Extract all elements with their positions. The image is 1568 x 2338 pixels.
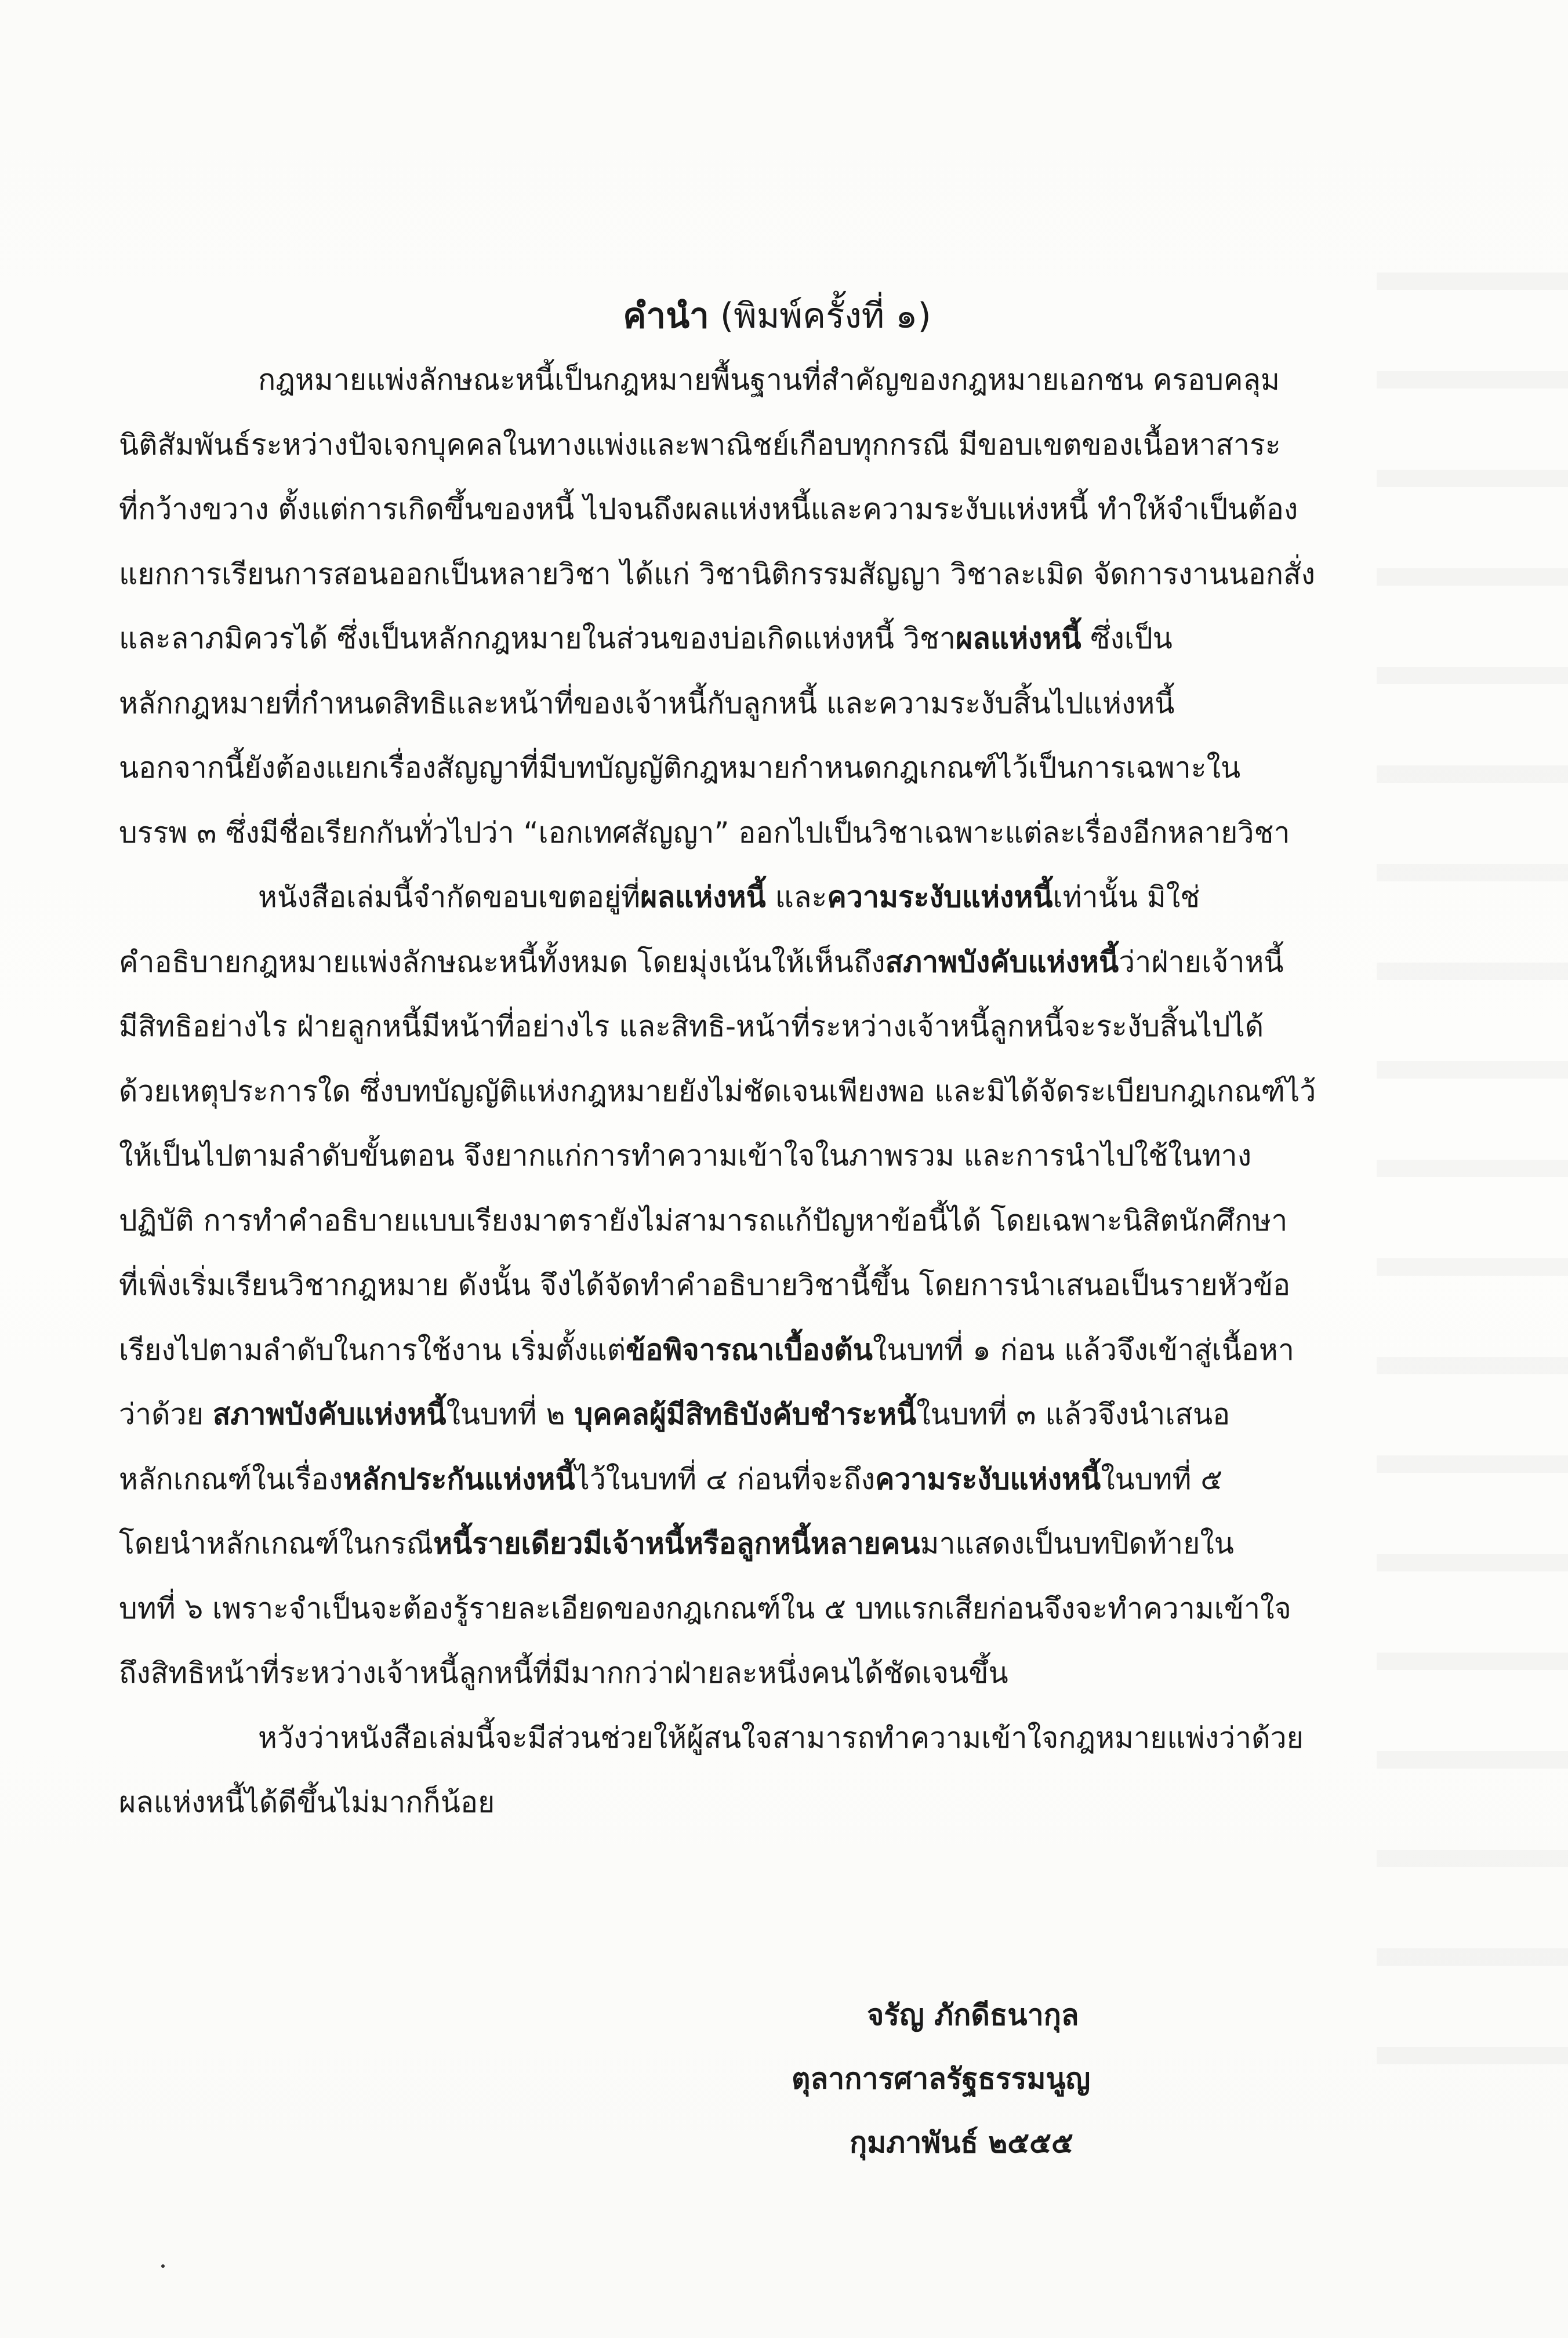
- p2-l8c: ในบทที่ ๑ ก่อน แล้วจึงเข้าสู่เนื้อหา: [872, 1333, 1294, 1367]
- p2-l10b: หลักประกันแห่งหนี้: [343, 1462, 575, 1496]
- p2-line: มีสิทธิอย่างไร ฝ่ายลูกหนี้มีหน้าที่อย่างไร และสิทธิ-หน้าที่ระหว่างเจ้าหนี้ลูกหนี้จะระงับสิ้นไปได้: [119, 1010, 1264, 1043]
- p1-line: ที่กว้างขวาง ตั้งแต่การเกิดขึ้นของหนี้ ไปจนถึงผลแห่งหนี้และความระงับแห่งหนี้ ทำให้จำเป็นต้อง: [119, 492, 1298, 526]
- p2-l2a: คำอธิบายกฎหมายแพ่งลักษณะหนี้ทั้งหมด โดยมุ่งเน้นให้เห็นถึง: [119, 945, 885, 979]
- title-main: คำนำ: [623, 296, 709, 336]
- p2-line: [119, 865, 1435, 930]
- page-title: [119, 290, 1435, 342]
- p2-l9c: ในบทที่ ๒: [446, 1397, 575, 1431]
- p2-line: ให้เป็นไปตามลำดับขั้นตอน จึงยากแก่การทำความเข้าใจในภาพรวม และการนำไปใช้ในทาง: [119, 1139, 1252, 1172]
- p2-l10c: ไว้ในบทที่ ๔ ก่อนที่จะถึง: [575, 1462, 876, 1496]
- p3-line: หวังว่าหนังสือเล่มนี้จะมีส่วนช่วยให้ผู้สนใจสามารถทำความเข้าใจกฎหมายแพ่งว่าด้วย: [258, 1720, 1304, 1755]
- author-name: จรัญ ภักดีธนากุล: [867, 1998, 1079, 2032]
- p2-l1a: หนังสือเล่มนี้จำกัดขอบเขตอยู่ที่: [258, 880, 641, 914]
- p2-l8b: ข้อพิจารณาเบื้องต้น: [626, 1333, 873, 1367]
- p2-l1e: เท่านั้น มิใช่: [1052, 880, 1200, 914]
- paragraph-2: [119, 865, 1435, 1706]
- p2-l10a: หลักเกณฑ์ในเรื่อง: [119, 1462, 343, 1496]
- p2-l8a: เรียงไปตามลำดับในการใช้งาน เริ่มตั้งแต่: [119, 1333, 626, 1367]
- p1-l5a: และลาภมิควรได้ ซึ่งเป็นหลักกฎหมายในส่วนของบ่อเกิดแห่งหนี้ วิชา: [119, 622, 956, 655]
- p1-line: นอกจากนี้ยังต้องแยกเรื่องสัญญาที่มีบทบัญญัติกฎหมายกำหนดกฎเกณฑ์ไว้เป็นการเฉพาะใน: [119, 751, 1241, 785]
- p2-l1c: และ: [765, 880, 827, 914]
- p1-l5c: ซึ่งเป็น: [1081, 622, 1173, 655]
- p2-l2c: ว่าฝ่ายเจ้าหนี้: [1119, 945, 1284, 979]
- stray-mark: [161, 2264, 165, 2268]
- p1-line: บรรพ ๓ ซึ่งมีชื่อเรียกกันทั่วไปว่า “เอกเทศสัญญา” ออกไปเป็นวิชาเฉพาะแต่ละเรื่องอีกหลายวิชา: [119, 815, 1290, 849]
- p2-line: ที่เพิ่งเริ่มเรียนวิชากฎหมาย ดังนั้น จึงได้จัดทำคำอธิบายวิชานี้ขึ้น โดยการนำเสนอเป็นรายหัวข้อ: [119, 1268, 1291, 1302]
- p2-l10e: ในบทที่ ๕: [1101, 1462, 1223, 1496]
- p1-line: กฎหมายแพ่งลักษณะหนี้เป็นกฎหมายพื้นฐานที่สำคัญของกฎหมายเอกชน ครอบคลุม: [258, 363, 1280, 397]
- p1-line: แยกการเรียนการสอนออกเป็นหลายวิชา ได้แก่ วิชานิติกรรมสัญญา วิชาละเมิด จัดการงานนอกสั่ง: [119, 557, 1316, 591]
- p2-line: [119, 1318, 1435, 1383]
- p2-line: [119, 930, 1435, 995]
- p2-line: [119, 1512, 1435, 1577]
- p3-line: ผลแห่งหนี้ได้ดีขึ้นไม่มากก็น้อย: [119, 1785, 495, 1819]
- signature-date: กุมภาพันธ์ ๒๕๕๕: [850, 2126, 1073, 2159]
- p2-l9a: ว่าด้วย: [119, 1397, 213, 1431]
- p2-line: ด้วยเหตุประการใด ซึ่งบทบัญญัติแห่งกฎหมายยังไม่ชัดเจนเพียงพอ และมิได้จัดระเบียบกฎเกณฑ์ไว้: [119, 1074, 1316, 1108]
- p2-l1d: ความระงับแห่งหนี้: [827, 880, 1053, 914]
- p2-line: [119, 1447, 1435, 1512]
- p2-line: ปฏิบัติ การทำคำอธิบายแบบเรียงมาตรายังไม่สามารถแก้ปัญหาข้อนี้ได้ โดยเฉพาะนิสิตนักศึกษา: [119, 1203, 1288, 1237]
- p1-line: [119, 607, 1435, 671]
- p2-l1b: ผลแห่งหนี้: [640, 880, 766, 914]
- p2-l9d: บุคคลผู้มีสิทธิบังคับชำระหนี้: [574, 1397, 917, 1431]
- title-sub: (พิมพ์ครั้งที่ ๑): [720, 296, 931, 336]
- p2-l10d: ความระงับแห่งหนี้: [875, 1462, 1101, 1496]
- p2-l2b: สภาพบังคับแห่งหนี้: [885, 945, 1119, 979]
- p2-l9e: ในบทที่ ๓ แล้วจึงนำเสนอ: [916, 1397, 1231, 1431]
- p2-l11c: มาแสดงเป็นบทปิดท้ายใน: [920, 1527, 1234, 1560]
- p2-line: [119, 1382, 1435, 1447]
- p2-line: ถึงสิทธิหน้าที่ระหว่างเจ้าหนี้ลูกหนี้ที่มีมากกว่าฝ่ายละหนึ่งคนได้ชัดเจนขึ้น: [119, 1656, 1008, 1690]
- preface-body: [119, 290, 1435, 1835]
- author-position: ตุลาการศาลรัฐธรรมนูญ: [792, 2062, 1091, 2096]
- p1-line: นิติสัมพันธ์ระหว่างปัจเจกบุคคลในทางแพ่งและพาณิชย์เกือบทุกกรณี มีขอบเขตของเนื้อหาสาระ: [119, 427, 1281, 462]
- p1-line: หลักกฎหมายที่กำหนดสิทธิและหน้าที่ของเจ้าหนี้กับลูกหนี้ และความระงับสิ้นไปแห่งหนี้: [119, 686, 1175, 720]
- p2-l9b: สภาพบังคับแห่งหนี้: [212, 1397, 447, 1431]
- p2-l11b: หนี้รายเดียวมีเจ้าหนี้หรือลูกหนี้หลายคน: [433, 1527, 920, 1560]
- signature-block: [119, 1983, 1435, 2174]
- p2-l11a: โดยนำหลักเกณฑ์ในกรณี: [119, 1527, 434, 1560]
- p2-line: บทที่ ๖ เพราะจำเป็นจะต้องรู้รายละเอียดของกฎเกณฑ์ใน ๕ บทแรกเสียก่อนจึงจะทำความเข้าใจ: [119, 1591, 1291, 1625]
- paragraph-3: [119, 1706, 1435, 1835]
- p1-l5b: ผลแห่งหนี้: [955, 622, 1081, 655]
- paragraph-1: [119, 348, 1435, 865]
